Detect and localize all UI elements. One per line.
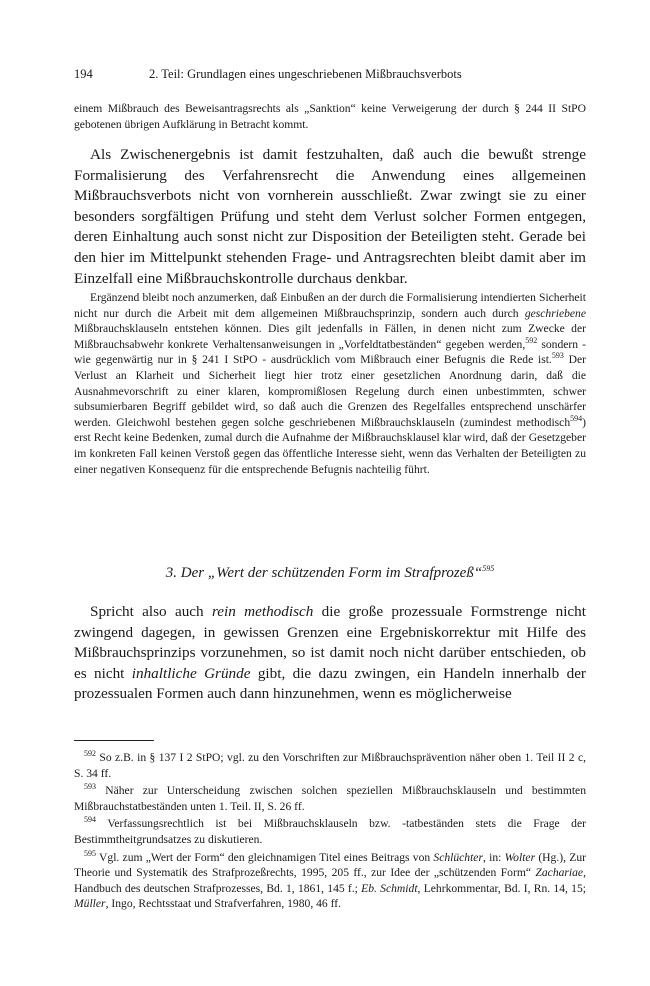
footnote-594: $^{594}$ Verfassungsrechtlich ist bei Mißbrauchsklauseln bzw. -tatbeständen stets die Frage der Bestimmtheitgrundsatzes zu diskutieren. [74, 815, 586, 846]
footnotes [74, 750, 586, 912]
footnote-593: $^{593}$ Näher zur Unterscheidung zwischen solchen speziellen Mißbrauchsklauseln und bestimmten Mißbrauchstatbeständen unten 1. Teil. II, S. 26 ff. [74, 782, 586, 813]
small-print-paragraph: Ergänzend bleibt noch anzumerken, daß Einbußen an der durch die Formalisierung intendierten Sicherheit nicht nur durch die Arbeit mit dem allgemeinen Mißbrauchsprinzip, sondern auch durch geschriebene Mißbrauchsklauseln entstehen können. Dies gilt jedenfalls in Fällen, in denen nicht zum Zwecke der Mißbrauchsabwehr konkrete Verhaltensanweisungen in „Vorfeldtatbeständen“ gegeben werden,$^{592}$ sondern - wie gegenwärtig nur in § 241 I StPO - ausdrücklich vom Mißbrauch einer Befugnis die Rede ist.$^{593}$ Der Verlust an Klarheit und Sicherheit liegt hier trotz einer gesetzlichen Anordnung darin, daß die Ausnahmevorschrift zu einer klaren, kompromißlosen Regelung durch einen unbestimmten, schwer subsumierbaren Begriff gebildet wird, so daß auch die Grenzen des Regelfalles entsprechend unschärfer werden. Gleichwohl bestehen gegen solche geschriebenen Mißbrauchsklauseln (zumindest methodisch$^{594}$) erst Recht keine Bedenken, zumal durch die Aufnahme der Mißbrauchsklausel klar wird, daß der Gesetzgeber im konkreten Fall keinen Verstoß gegen das öffentliche Interesse sieht, wenn das Verhalten der Beteiligten zu einer negativen Konsequenz für die entsprechende Befugnis nachteilig führt. [74, 291, 586, 476]
body-paragraph-2: Spricht also auch rein methodisch die große prozessuale Formstrenge nicht zwingend dagegen, in gewissen Grenzen eine Ergebniskorrektur mit Hilfe des Mißbrauchsprinzips vorzunehmen, so ist damit noch nicht darüber entschieden, ob es nicht inhaltliche Gründe gibt, die dazu zwingen, ein Handeln innerhalb der prozessualen Formen auch dann hinzunehmen, wenn es möglicherweise [74, 603, 586, 703]
section-heading: 3. Der „Wert der schützenden Form im Strafprozeß“$^{595}$ [165, 564, 495, 581]
body-paragraph-1: Als Zwischenergebnis ist damit festzuhalten, daß auch die bewußt strenge Formalisierung des Verfahrensrecht die Anwendung eines allgemeinen Mißbrauchsverbots nicht von vornherein ausschließt. Zwar zwingt sie zu einer besonders sorgfältigen Prüfung und steht dem Verlust solcher Formen entgegen, deren Einhaltung auch sonst nicht zur Disposition der Beteiligten steht. Gerade bei den hier im Mittelpunkt stehenden Frage- und Antragsrechten bleibt damit aber im Einzelfall eine Mißbrauchskontrolle durchaus denkbar. [74, 146, 586, 287]
running-title: 2. Teil: Grundlagen eines ungeschriebenen Mißbrauchsverbots [149, 67, 462, 81]
footnote-ref-593[interactable]: 593 [551, 351, 564, 361]
footnote-595: $^{595}$ Vgl. zum „Wert der Form“ den gleichnamigen Titel eines Beitrags von Schlüchter, in: Wolter (Hg.), Zur Theorie und Systematik des Strafprozeßrechts, 1995, 205 ff., zur Idee der „schützenden Form“ Zachariae, Handbuch des deutschen Strafprozesses, Bd. 1, 1861, 145 f.; Eb. Schmidt, Lehrkommentar, Bd. I, Rn. 14, 15; Müller, Ingo, Rechtsstaat und Strafverfahren, 1980, 46 ff. [74, 848, 586, 911]
footnote-separator [74, 740, 154, 741]
footnote-ref-592[interactable]: 592 [525, 335, 538, 345]
carryover-paragraph: einem Mißbrauch des Beweisantragsrechts als „Sanktion“ keine Verweigerung der durch § 244 II StPO gebotenen übrigen Aufklärung in Betracht kommt. [74, 102, 586, 131]
footnote-ref-594[interactable]: 594 [570, 413, 583, 423]
footnote-ref-595[interactable]: 595 [482, 564, 495, 573]
page-number: 194 [74, 67, 93, 81]
footnote-592: $^{592}$ So z.B. in § 137 I 2 StPO; vgl. zu den Vorschriften zur Mißbrauchsprävention näher oben 1. Teil II 2 c, S. 34 ff. [74, 749, 586, 780]
